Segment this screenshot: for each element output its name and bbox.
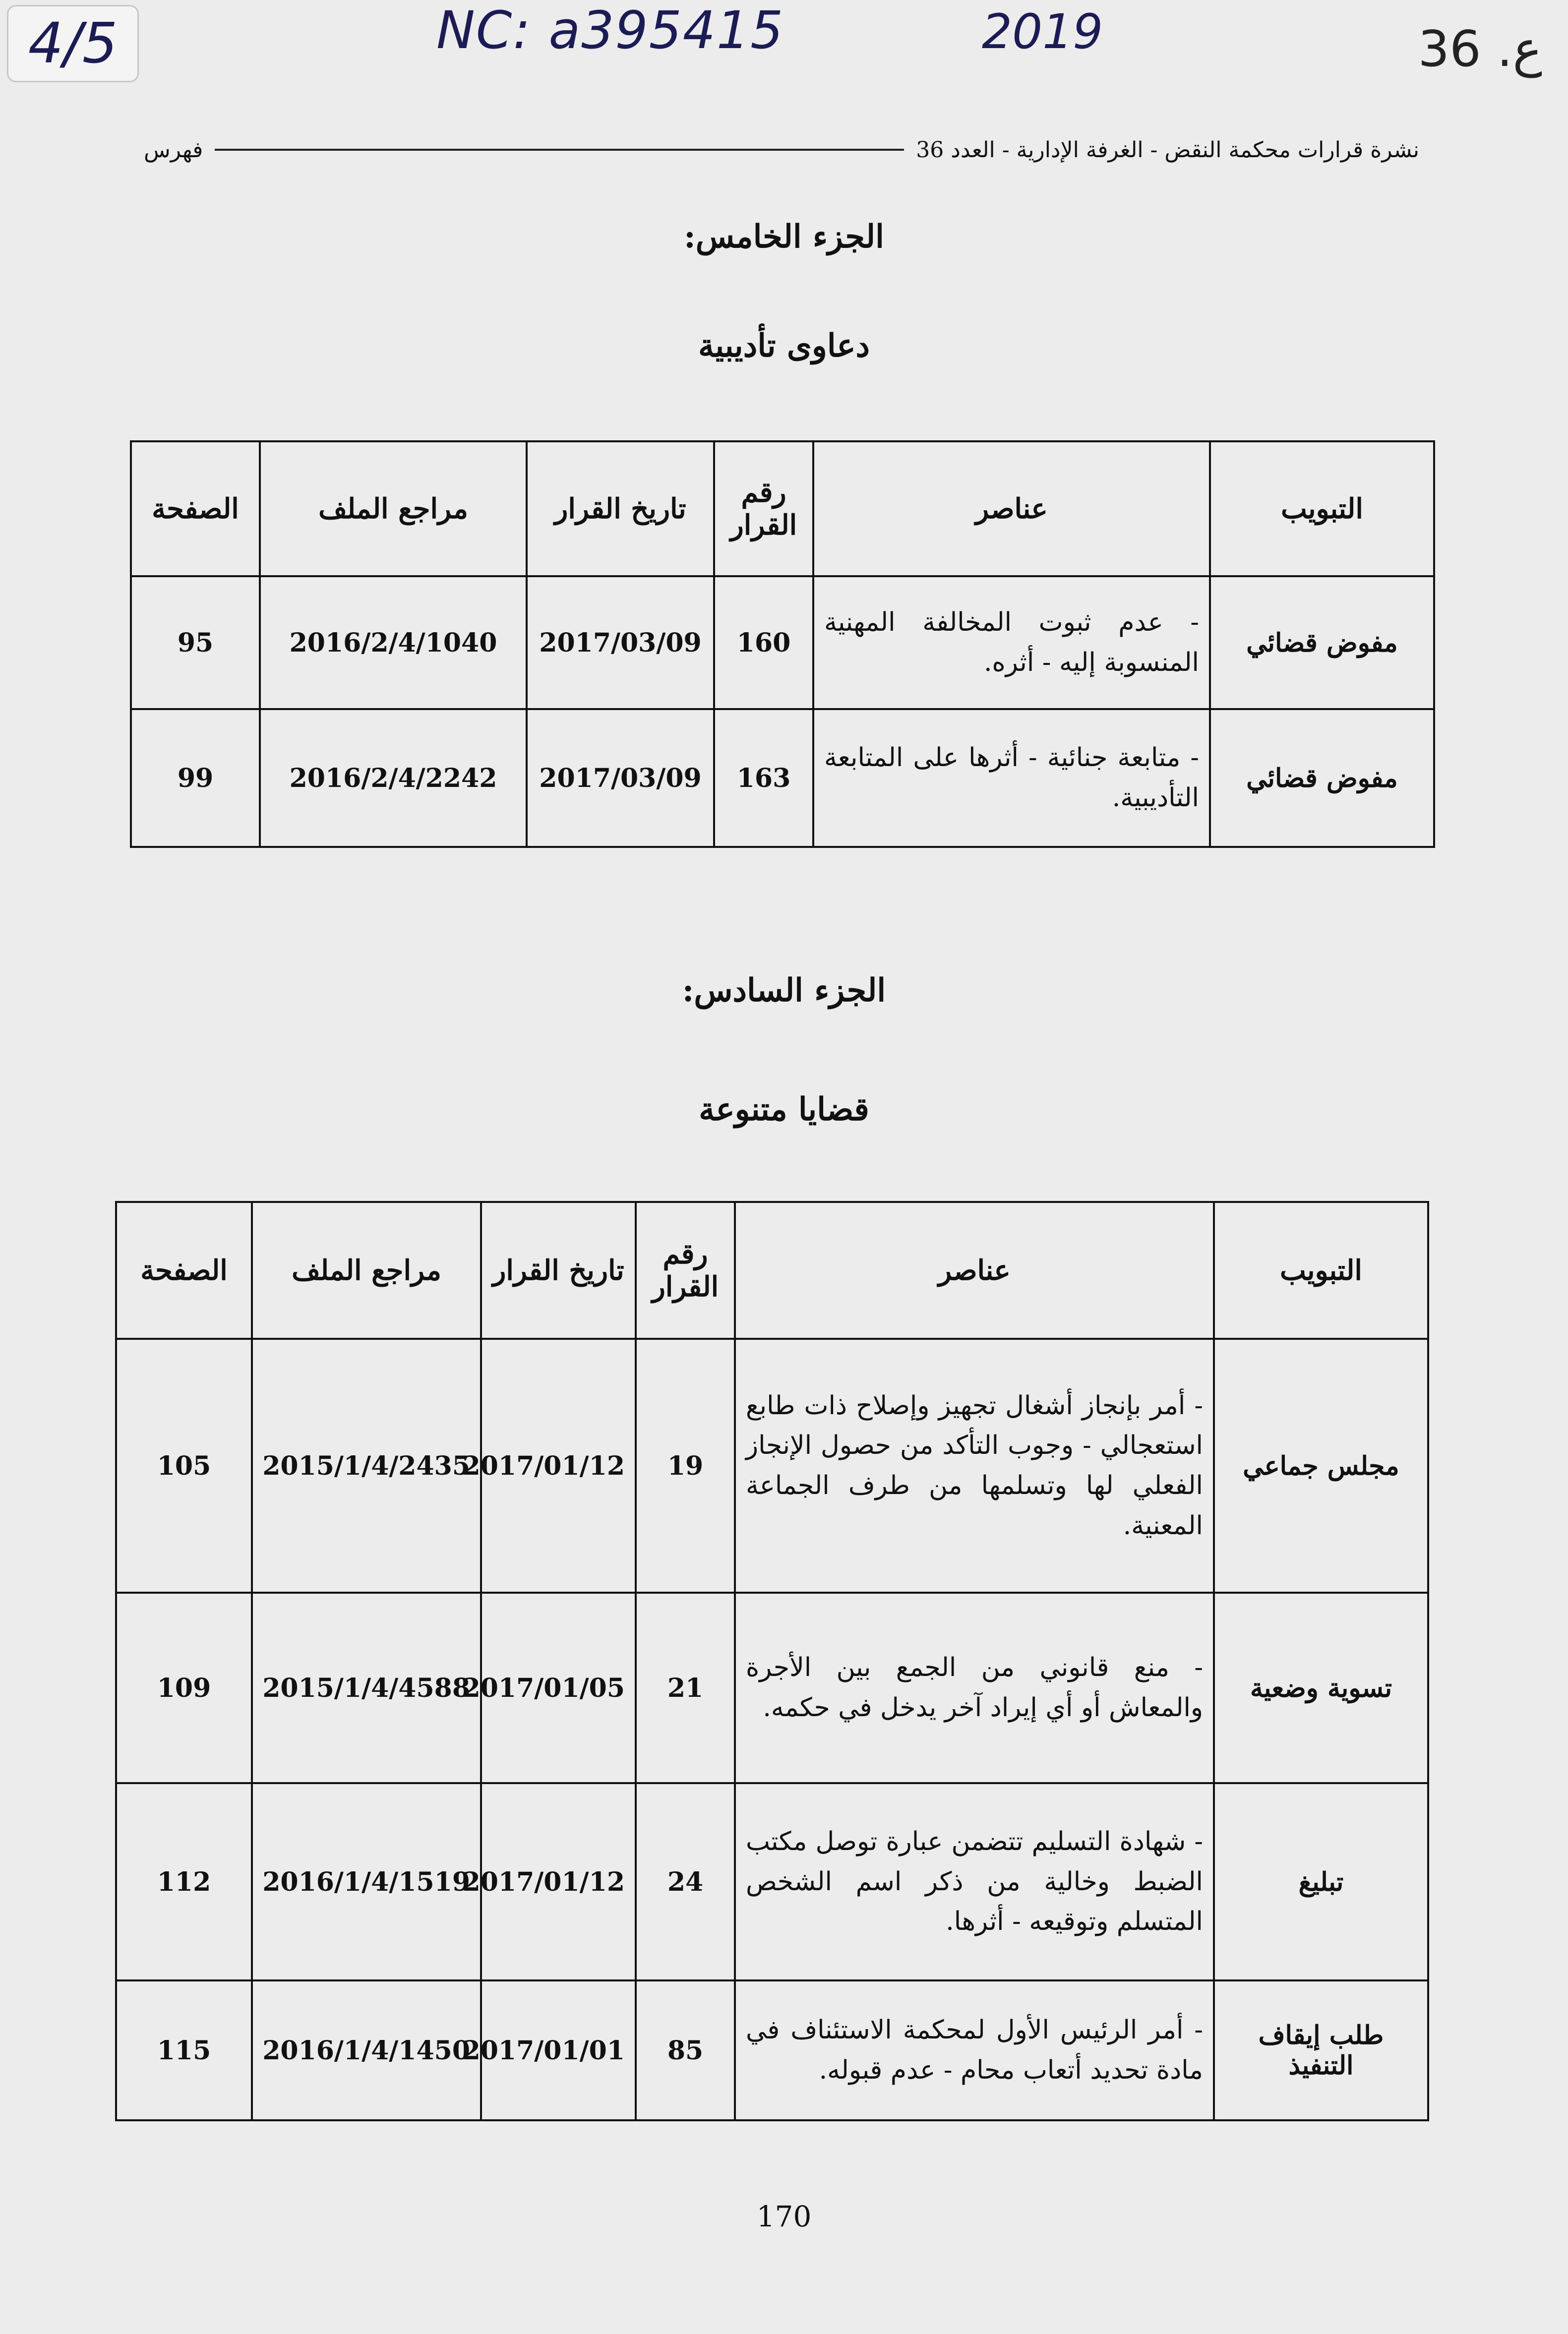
cell-page: 115 bbox=[116, 1980, 252, 2120]
cell-elements: - أمر بإنجاز أشغال تجهيز وإصلاح ذات طابع استعجالي - وجوب التأكد من حصول الإنجاز الفعلي لها وتسلمها من طرف الجماعة المعنية. bbox=[735, 1339, 1214, 1593]
part5-label: الجزء الخامس: bbox=[684, 218, 884, 255]
cell-decision-no: 163 bbox=[714, 709, 813, 847]
col-header-file-ref: مراجع الملف bbox=[252, 1202, 481, 1339]
handwritten-year: 2019 bbox=[982, 4, 1103, 60]
cell-elements: - أمر الرئيس الأول لمحكمة الاستئناف في مادة تحديد أتعاب محام - عدم قبوله. bbox=[735, 1980, 1214, 2120]
cell-date: 2017/01/05 bbox=[481, 1593, 636, 1783]
cell-date: 2017/01/12 bbox=[481, 1783, 636, 1980]
cell-decision-no: 21 bbox=[636, 1593, 735, 1783]
col-header-page: الصفحة bbox=[131, 441, 260, 576]
col-header-date: تاريخ القرار bbox=[481, 1202, 636, 1339]
cell-page: 112 bbox=[116, 1783, 252, 1980]
running-header bbox=[144, 130, 1419, 170]
cell-elements: - عدم ثبوت المخالفة المهنية المنسوبة إليه - أثره. bbox=[813, 576, 1210, 709]
running-header-title: نشرة قرارات محكمة النقض - الغرفة الإدارية - العدد 36 bbox=[916, 137, 1419, 163]
cell-elements: - متابعة جنائية - أثرها على المتابعة التأديبية. bbox=[813, 709, 1210, 847]
cell-date: 2017/01/01 bbox=[481, 1980, 636, 2120]
handwritten-tag: 4/5 bbox=[7, 5, 139, 82]
header-rule bbox=[215, 149, 904, 151]
cell-page: 95 bbox=[131, 576, 260, 709]
table-header-row bbox=[131, 441, 1434, 576]
cell-category: تبليغ bbox=[1214, 1783, 1428, 1980]
table-row bbox=[116, 1593, 1428, 1783]
cell-elements: - منع قانوني من الجمع بين الأجرة والمعاش أو أي إيراد آخر يدخل في حكمه. bbox=[735, 1593, 1214, 1783]
cell-file-ref: 2016/1/4/1519 bbox=[252, 1783, 481, 1980]
col-header-page: الصفحة bbox=[116, 1202, 252, 1339]
cell-category: طلب إيقاف التنفيذ bbox=[1214, 1980, 1428, 2120]
table-header-row bbox=[116, 1202, 1428, 1339]
cell-page: 109 bbox=[116, 1593, 252, 1783]
running-header-section: فهرس bbox=[144, 137, 203, 163]
cell-date: 2017/03/09 bbox=[527, 709, 714, 847]
cell-category: مجلس جماعي bbox=[1214, 1339, 1428, 1593]
page-number: 170 bbox=[756, 2200, 812, 2233]
col-header-elements: عناصر bbox=[813, 441, 1210, 576]
cell-file-ref: 2015/1/4/4588 bbox=[252, 1593, 481, 1783]
part5-table bbox=[130, 440, 1435, 848]
cell-decision-no: 85 bbox=[636, 1980, 735, 2120]
cell-date: 2017/01/12 bbox=[481, 1339, 636, 1593]
col-header-decision-no: رقم القرار bbox=[714, 441, 813, 576]
table-row bbox=[131, 576, 1434, 709]
cell-file-ref: 2016/1/4/1450 bbox=[252, 1980, 481, 2120]
part6-title: قضايا متنوعة bbox=[699, 1091, 869, 1128]
table-row bbox=[131, 709, 1434, 847]
cell-category: مفوض قضائي bbox=[1210, 709, 1434, 847]
table-row bbox=[116, 1980, 1428, 2120]
col-header-category: التبويب bbox=[1210, 441, 1434, 576]
cell-elements: - شهادة التسليم تتضمن عبارة توصل مكتب الضبط وخالية من ذكر اسم الشخص المتسلم وتوقيعه - أثرها. bbox=[735, 1783, 1214, 1980]
table-row bbox=[116, 1783, 1428, 1980]
cell-file-ref: 2015/1/4/2435 bbox=[252, 1339, 481, 1593]
cell-decision-no: 19 bbox=[636, 1339, 735, 1593]
cell-file-ref: 2016/2/4/1040 bbox=[260, 576, 527, 709]
cell-file-ref: 2016/2/4/2242 bbox=[260, 709, 527, 847]
cell-category: مفوض قضائي bbox=[1210, 576, 1434, 709]
handwritten-ref: 36 .ع bbox=[1418, 20, 1542, 78]
cell-page: 99 bbox=[131, 709, 260, 847]
cell-page: 105 bbox=[116, 1339, 252, 1593]
cell-decision-no: 24 bbox=[636, 1783, 735, 1980]
part6-table bbox=[115, 1201, 1429, 2121]
col-header-decision-no: رقم القرار bbox=[636, 1202, 735, 1339]
col-header-elements: عناصر bbox=[735, 1202, 1214, 1339]
cell-date: 2017/03/09 bbox=[527, 576, 714, 709]
part5-title: دعاوى تأديبية bbox=[698, 327, 870, 364]
cell-decision-no: 160 bbox=[714, 576, 813, 709]
col-header-file-ref: مراجع الملف bbox=[260, 441, 527, 576]
table-row bbox=[116, 1339, 1428, 1593]
handwritten-nc-number: NC: a395415 bbox=[436, 0, 784, 60]
col-header-category: التبويب bbox=[1214, 1202, 1428, 1339]
col-header-date: تاريخ القرار bbox=[527, 441, 714, 576]
cell-category: تسوية وضعية bbox=[1214, 1593, 1428, 1783]
part6-label: الجزء السادس: bbox=[682, 972, 886, 1009]
